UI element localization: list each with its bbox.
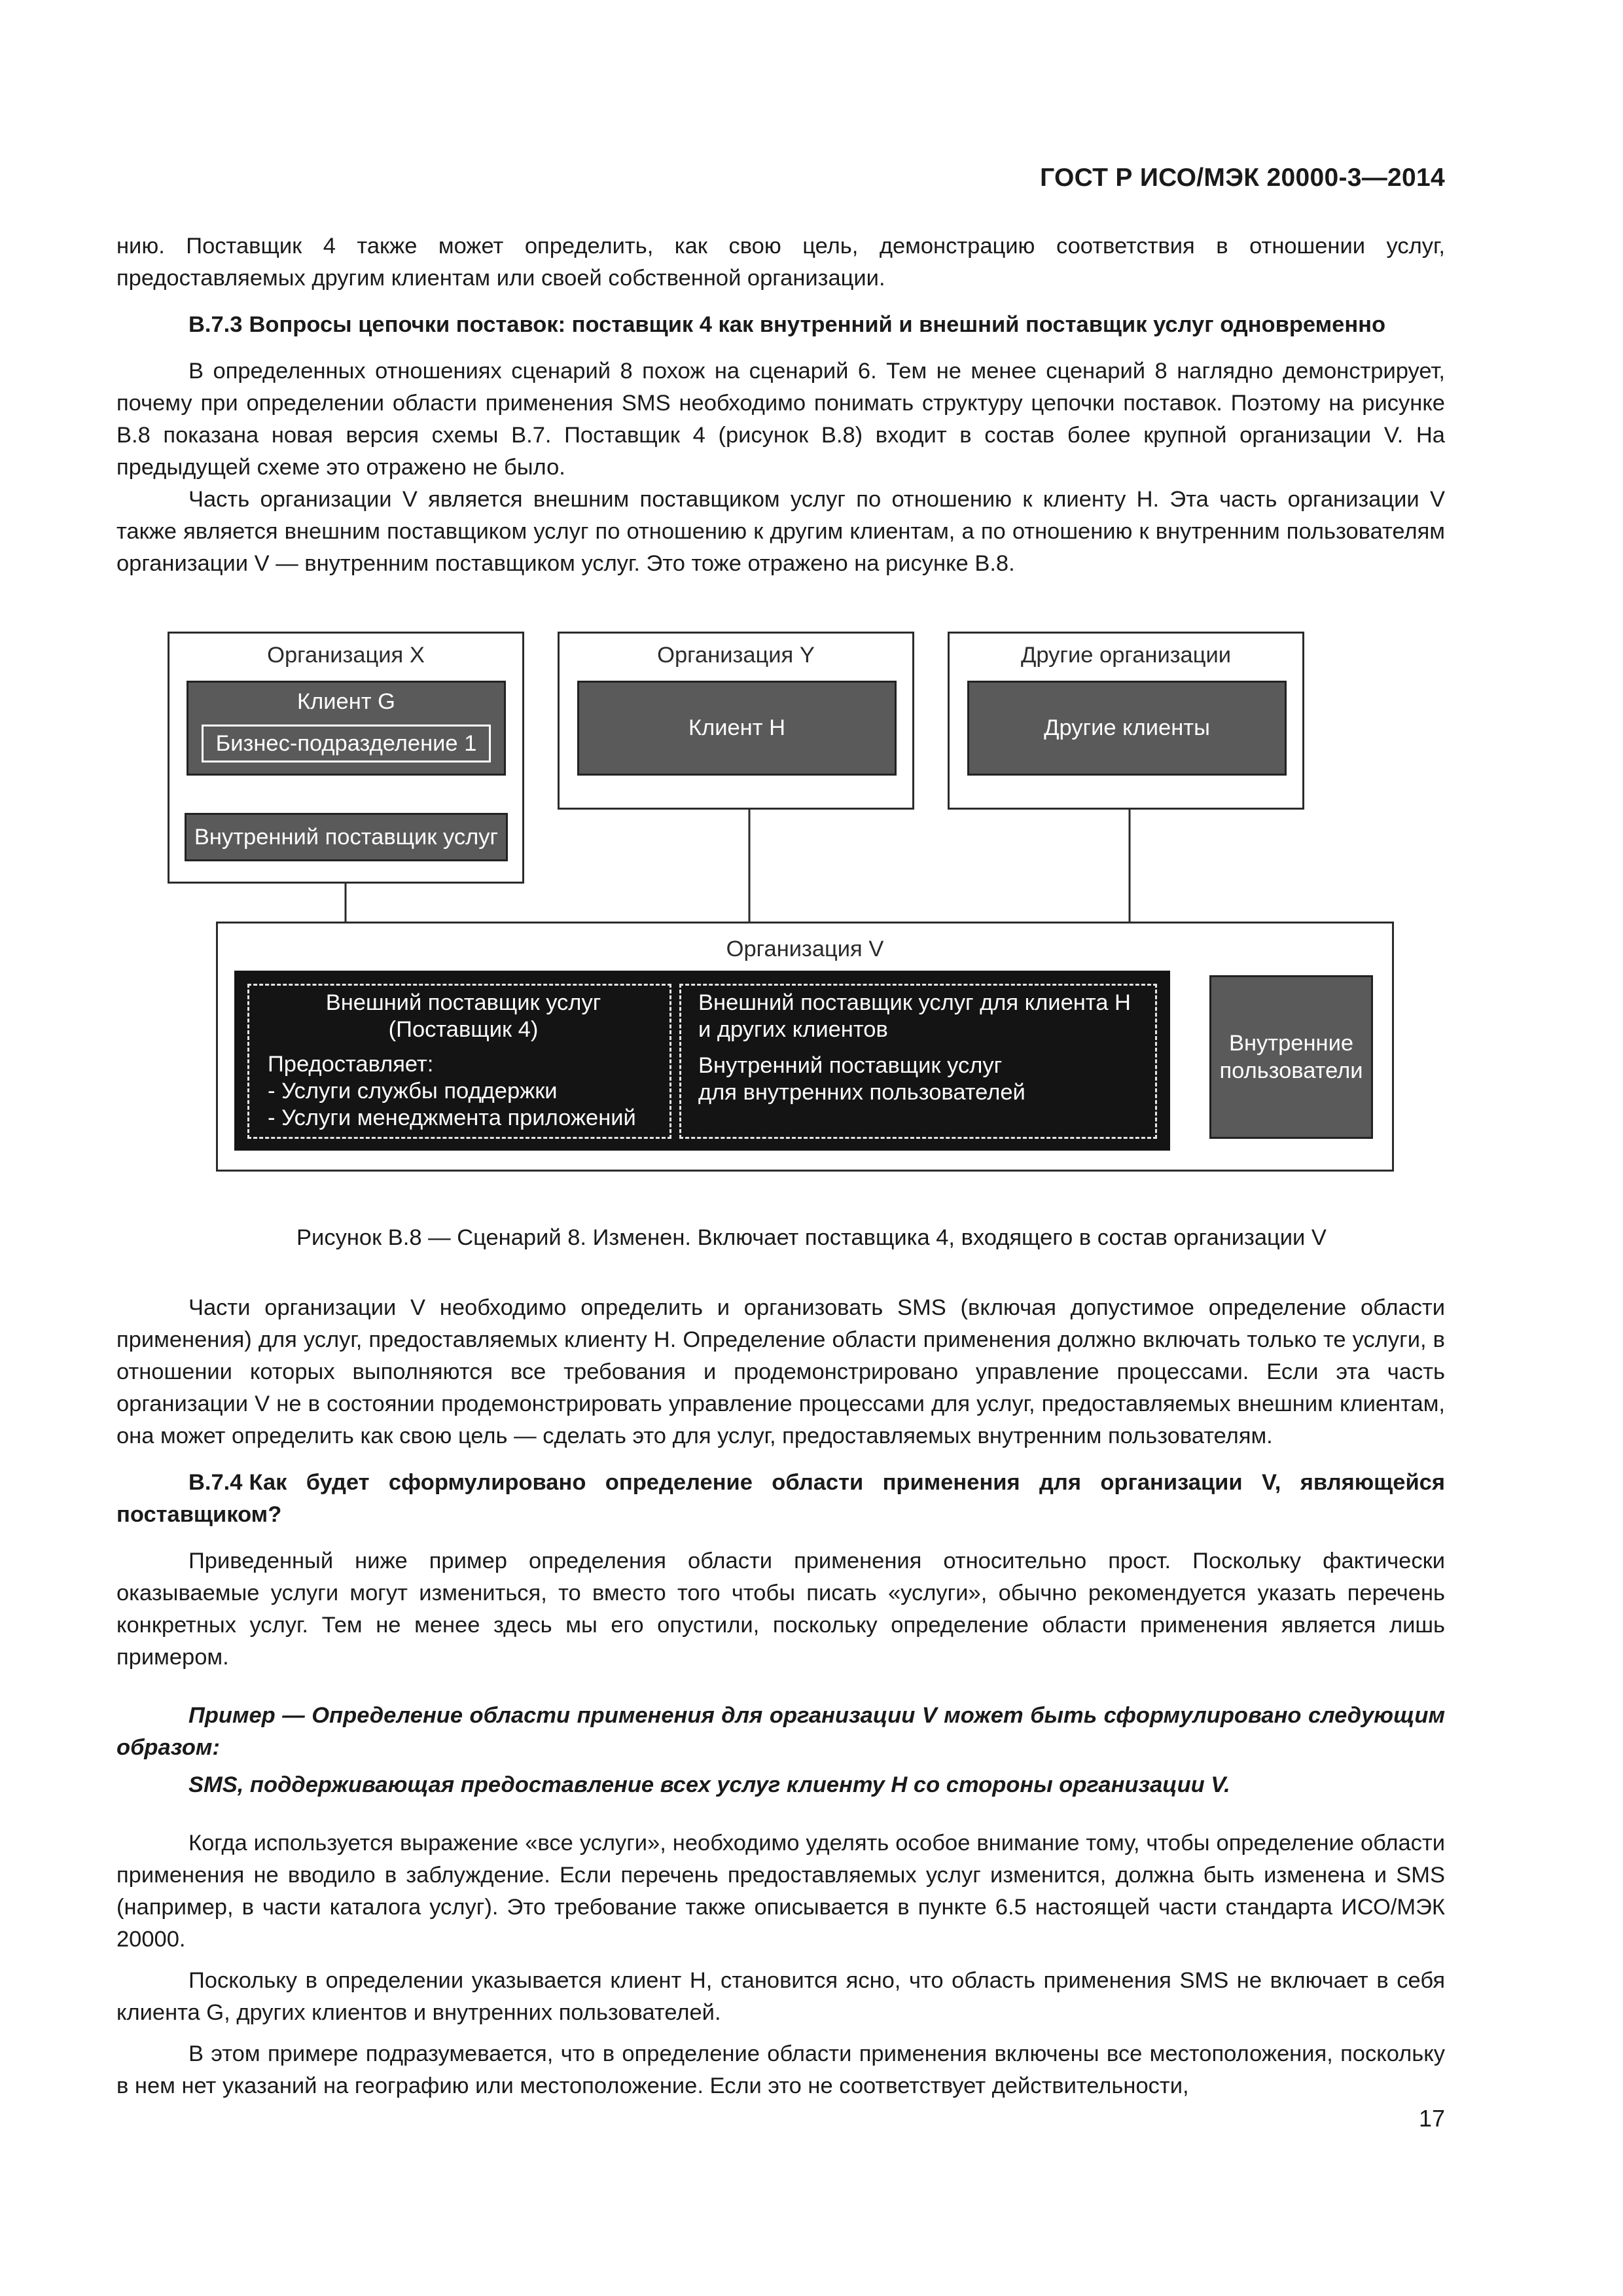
section-number: В.7.4 <box>188 1470 243 1495</box>
org-v-title: Организация V <box>726 937 884 961</box>
example-heading: Пример — Определение области применения для организации V может быть сформулировано следующим образом: <box>116 1703 1445 1760</box>
paragraph: В определенных отношениях сценарий 8 похож на сценарий 6. Тем не менее сценарий 8 наглядно демонстрирует, почему при определении области применения SMS необходимо понимать структуру цепочки поставок. Поэтому на рисунке В.8 показана новая версия схемы В.7. Поставщик 4 (рисунок В.8) входит в состав более крупной организации V. На предыдущей схеме это отражено не было. <box>116 359 1445 480</box>
document-code: ГОСТ Р ИСО/МЭК 20000-3—2014 <box>1040 164 1445 192</box>
paragraph: нию. Поставщик 4 также может определить, как свою цель, демонстрацию соответствия в отношении услуг, предоставляемых другим клиентам или своей собственной организации. <box>116 234 1445 291</box>
right-line4: для внутренних пользователей <box>698 1080 1026 1105</box>
client-h-box: Клиент Н <box>577 681 897 776</box>
provides-item-apps: - Услуги менеджмента приложений <box>268 1105 636 1130</box>
internal-users-box <box>1209 975 1373 1139</box>
section-title: Как будет сформулировано определение области применения для организации V, являющейся поставщиком? <box>116 1470 1445 1527</box>
provider-4-line2: (Поставщик 4) <box>388 1017 539 1042</box>
figure-caption: Рисунок В.8 — Сценарий 8. Изменен. Включает поставщика 4, входящего в состав организации V <box>296 1225 1327 1250</box>
internal-users-line1: Внутренние <box>1228 1031 1354 1056</box>
other-orgs-title: Другие организации <box>1020 643 1232 668</box>
provider-4-panel <box>247 984 671 1139</box>
paragraph: Когда используется выражение «все услуги», необходимо уделять особое внимание тому, чтобы определение области применения не вводило в заблуждение. Если перечень предоставляемых услуг изменится, должна быть изменена и SMS (например, в части каталога услуг). Это требование также описывается в пункте 6.5 настоящей части стандарта ИСО/МЭК 20000. <box>116 1831 1445 1952</box>
paragraph: Приведенный ниже пример определения области применения относительно прост. Поскольку фактически оказываемые услуги могут измениться, то вместо того чтобы писать «услуги», обычно рекомендуется указать перечень конкретных услуг. Тем не менее здесь мы его опустили, поскольку определение области применения является лишь примером. <box>116 1549 1445 1670</box>
section-title: Вопросы цепочки поставок: поставщик 4 как внутренний и внешний поставщик услуг одновременно <box>249 312 1386 337</box>
example-text: SMS, поддерживающая предоставление всех услуг клиенту Н со стороны организации V. <box>188 1772 1230 1797</box>
client-g-label: Клиент G <box>297 689 395 714</box>
right-line2: и других клиентов <box>698 1017 888 1042</box>
page-number: 17 <box>1418 2105 1445 2132</box>
internal-provider-box: Внутренний поставщик услуг <box>185 813 508 861</box>
external-internal-panel <box>679 984 1157 1139</box>
internal-users-line2: пользователи <box>1219 1058 1363 1083</box>
org-x-title: Организация X <box>267 643 425 668</box>
paragraph: Поскольку в определении указывается клиент Н, становится ясно, что область применения SMS не включает в себя клиента G, других клиентов и внутренних пользователей. <box>116 1968 1445 2025</box>
provides-item-support: - Услуги службы поддержки <box>268 1079 558 1103</box>
right-line1: Внешний поставщик услуг для клиента Н <box>698 990 1131 1015</box>
bottom-text-block <box>116 1292 1445 2102</box>
right-line3: Внутренний поставщик услуг <box>698 1053 1003 1078</box>
paragraph: Части организации V необходимо определить и организовать SMS (включая допустимое определение области применения) для услуг, предоставляемых клиенту Н. Определение области применения должно включать только те услуги, в отношении которых выполняются все требования и продемонстрировано управление процессами. Если эта часть организации V не в состоянии продемонстрировать управление процессами для услуг, предоставляемых внешним клиентам, она может определить как свою цель — сделать это для услуг, предоставляемых внутренним пользователям. <box>116 1295 1445 1448</box>
paragraph: Часть организации V является внешним поставщиком услуг по отношению к клиенту Н. Эта часть организации V также является внешним поставщиком услуг по отношению к другим клиентам, а по отношению к внутренним пользователям организации V — внутренним поставщиком услуг. Это тоже отражено на рисунке В.8. <box>116 487 1445 576</box>
section-heading-b74 <box>116 1467 1445 1531</box>
section-number: В.7.3 <box>188 312 243 337</box>
other-clients-box: Другие клиенты <box>967 681 1287 776</box>
paragraph: В этом примере подразумевается, что в определение области применения включены все местоположения, поскольку в нем нет указаний на географию или местоположение. Если это не соответствует действительности, <box>116 2041 1445 2098</box>
provider-4-line1: Внешний поставщик услуг <box>325 990 601 1015</box>
business-unit-box: Бизнес-подразделение 1 <box>202 725 491 762</box>
org-y-title: Организация Y <box>657 643 815 668</box>
provides-label: Предоставляет: <box>268 1052 434 1077</box>
